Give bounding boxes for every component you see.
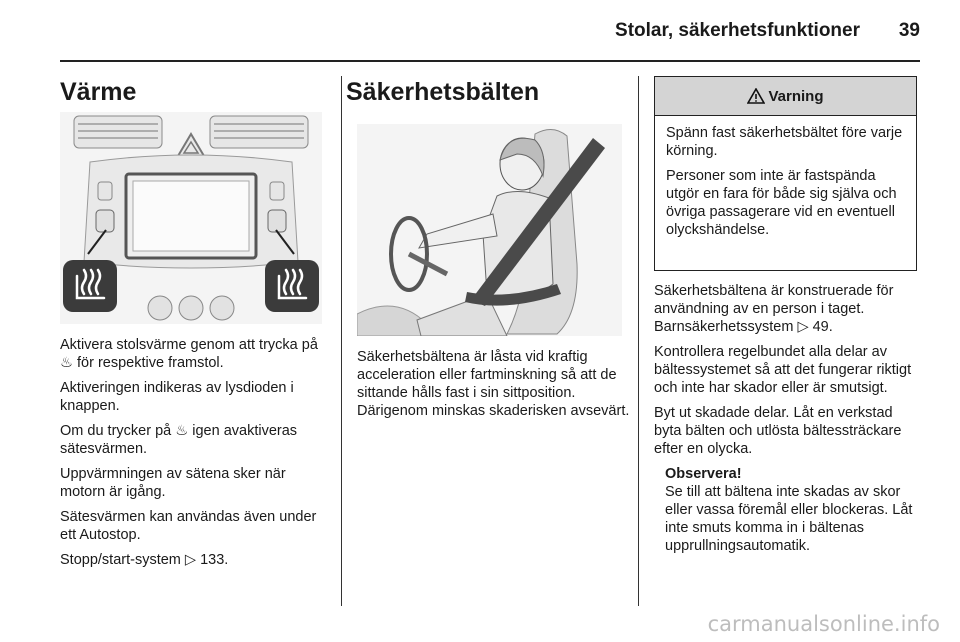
- dashboard-seat-heating-illustration: [60, 112, 322, 324]
- note-block: [654, 465, 922, 555]
- paragraph: Kontrollera regelbundet alla delar av bältessystemet så att det fungerar riktigt och inte har skador eller är smutsigt.: [654, 344, 912, 396]
- paragraph: Personer som inte är fastspända utgör en fara för både sig själva och övriga passagerare vid en eventuell olyckshändelse.: [666, 168, 897, 238]
- column-divider-2: [638, 76, 639, 606]
- paragraph: Uppvärmningen av sätena sker när motorn är igång.: [60, 466, 286, 500]
- heading-varme: Värme: [60, 78, 137, 106]
- middle-column-text: [357, 348, 632, 427]
- paragraph: Byt ut skadade delar. Låt en verkstad byta bälten och utlösta bältessträckare efter en olycka.: [654, 405, 902, 457]
- warning-box: [654, 76, 917, 271]
- header-divider: [60, 60, 920, 62]
- warning-body: [655, 116, 916, 239]
- page-number: 39: [898, 20, 920, 41]
- paragraph: Aktiveringen indikeras av lysdioden i knappen.: [60, 380, 294, 414]
- paragraph: Spänn fast säkerhetsbältet före varje körning.: [666, 125, 903, 159]
- seatbelt-driver-illustration: [357, 124, 622, 336]
- warning-header: [655, 77, 916, 116]
- right-column-text: [654, 282, 922, 555]
- page-header: [60, 18, 920, 58]
- note-title: Observera!: [665, 466, 742, 482]
- column-divider-1: [341, 76, 342, 606]
- note-text: Se till att bältena inte skadas av skor eller vassa föremål eller blockeras. Låt inte smuts komma in i bältenas upprullningsautomatik.: [665, 484, 913, 554]
- warning-icon: [747, 88, 765, 104]
- paragraph: Säkerhetsbältena är konstruerade för användning av en person i taget. Barnsäkerhetssystem ▷ 49.: [654, 283, 894, 335]
- paragraph: Aktivera stolsvärme genom att trycka på ♨ för respektive framstol.: [60, 337, 318, 371]
- paragraph: Säkerhetsbältena är låsta vid kraftig acceleration eller fartminskning så att de sittande hålls fast i sin sittposition. Därigenom minskas skaderisken avsevärt.: [357, 349, 630, 419]
- warning-label: Varning: [768, 87, 824, 105]
- left-column-text: [60, 336, 330, 576]
- watermark: carmanualsonline.info: [707, 612, 940, 636]
- heading-sakerhetsbalten: Säkerhetsbälten: [346, 78, 540, 106]
- section-title: Stolar, säkerhetsfunktioner: [615, 20, 860, 41]
- paragraph: Om du trycker på ♨ igen avaktiveras sätesvärmen.: [60, 423, 298, 457]
- paragraph: Sätesvärmen kan användas även under ett Autostop.: [60, 509, 317, 543]
- paragraph: Stopp/start-system ▷ 133.: [60, 552, 229, 568]
